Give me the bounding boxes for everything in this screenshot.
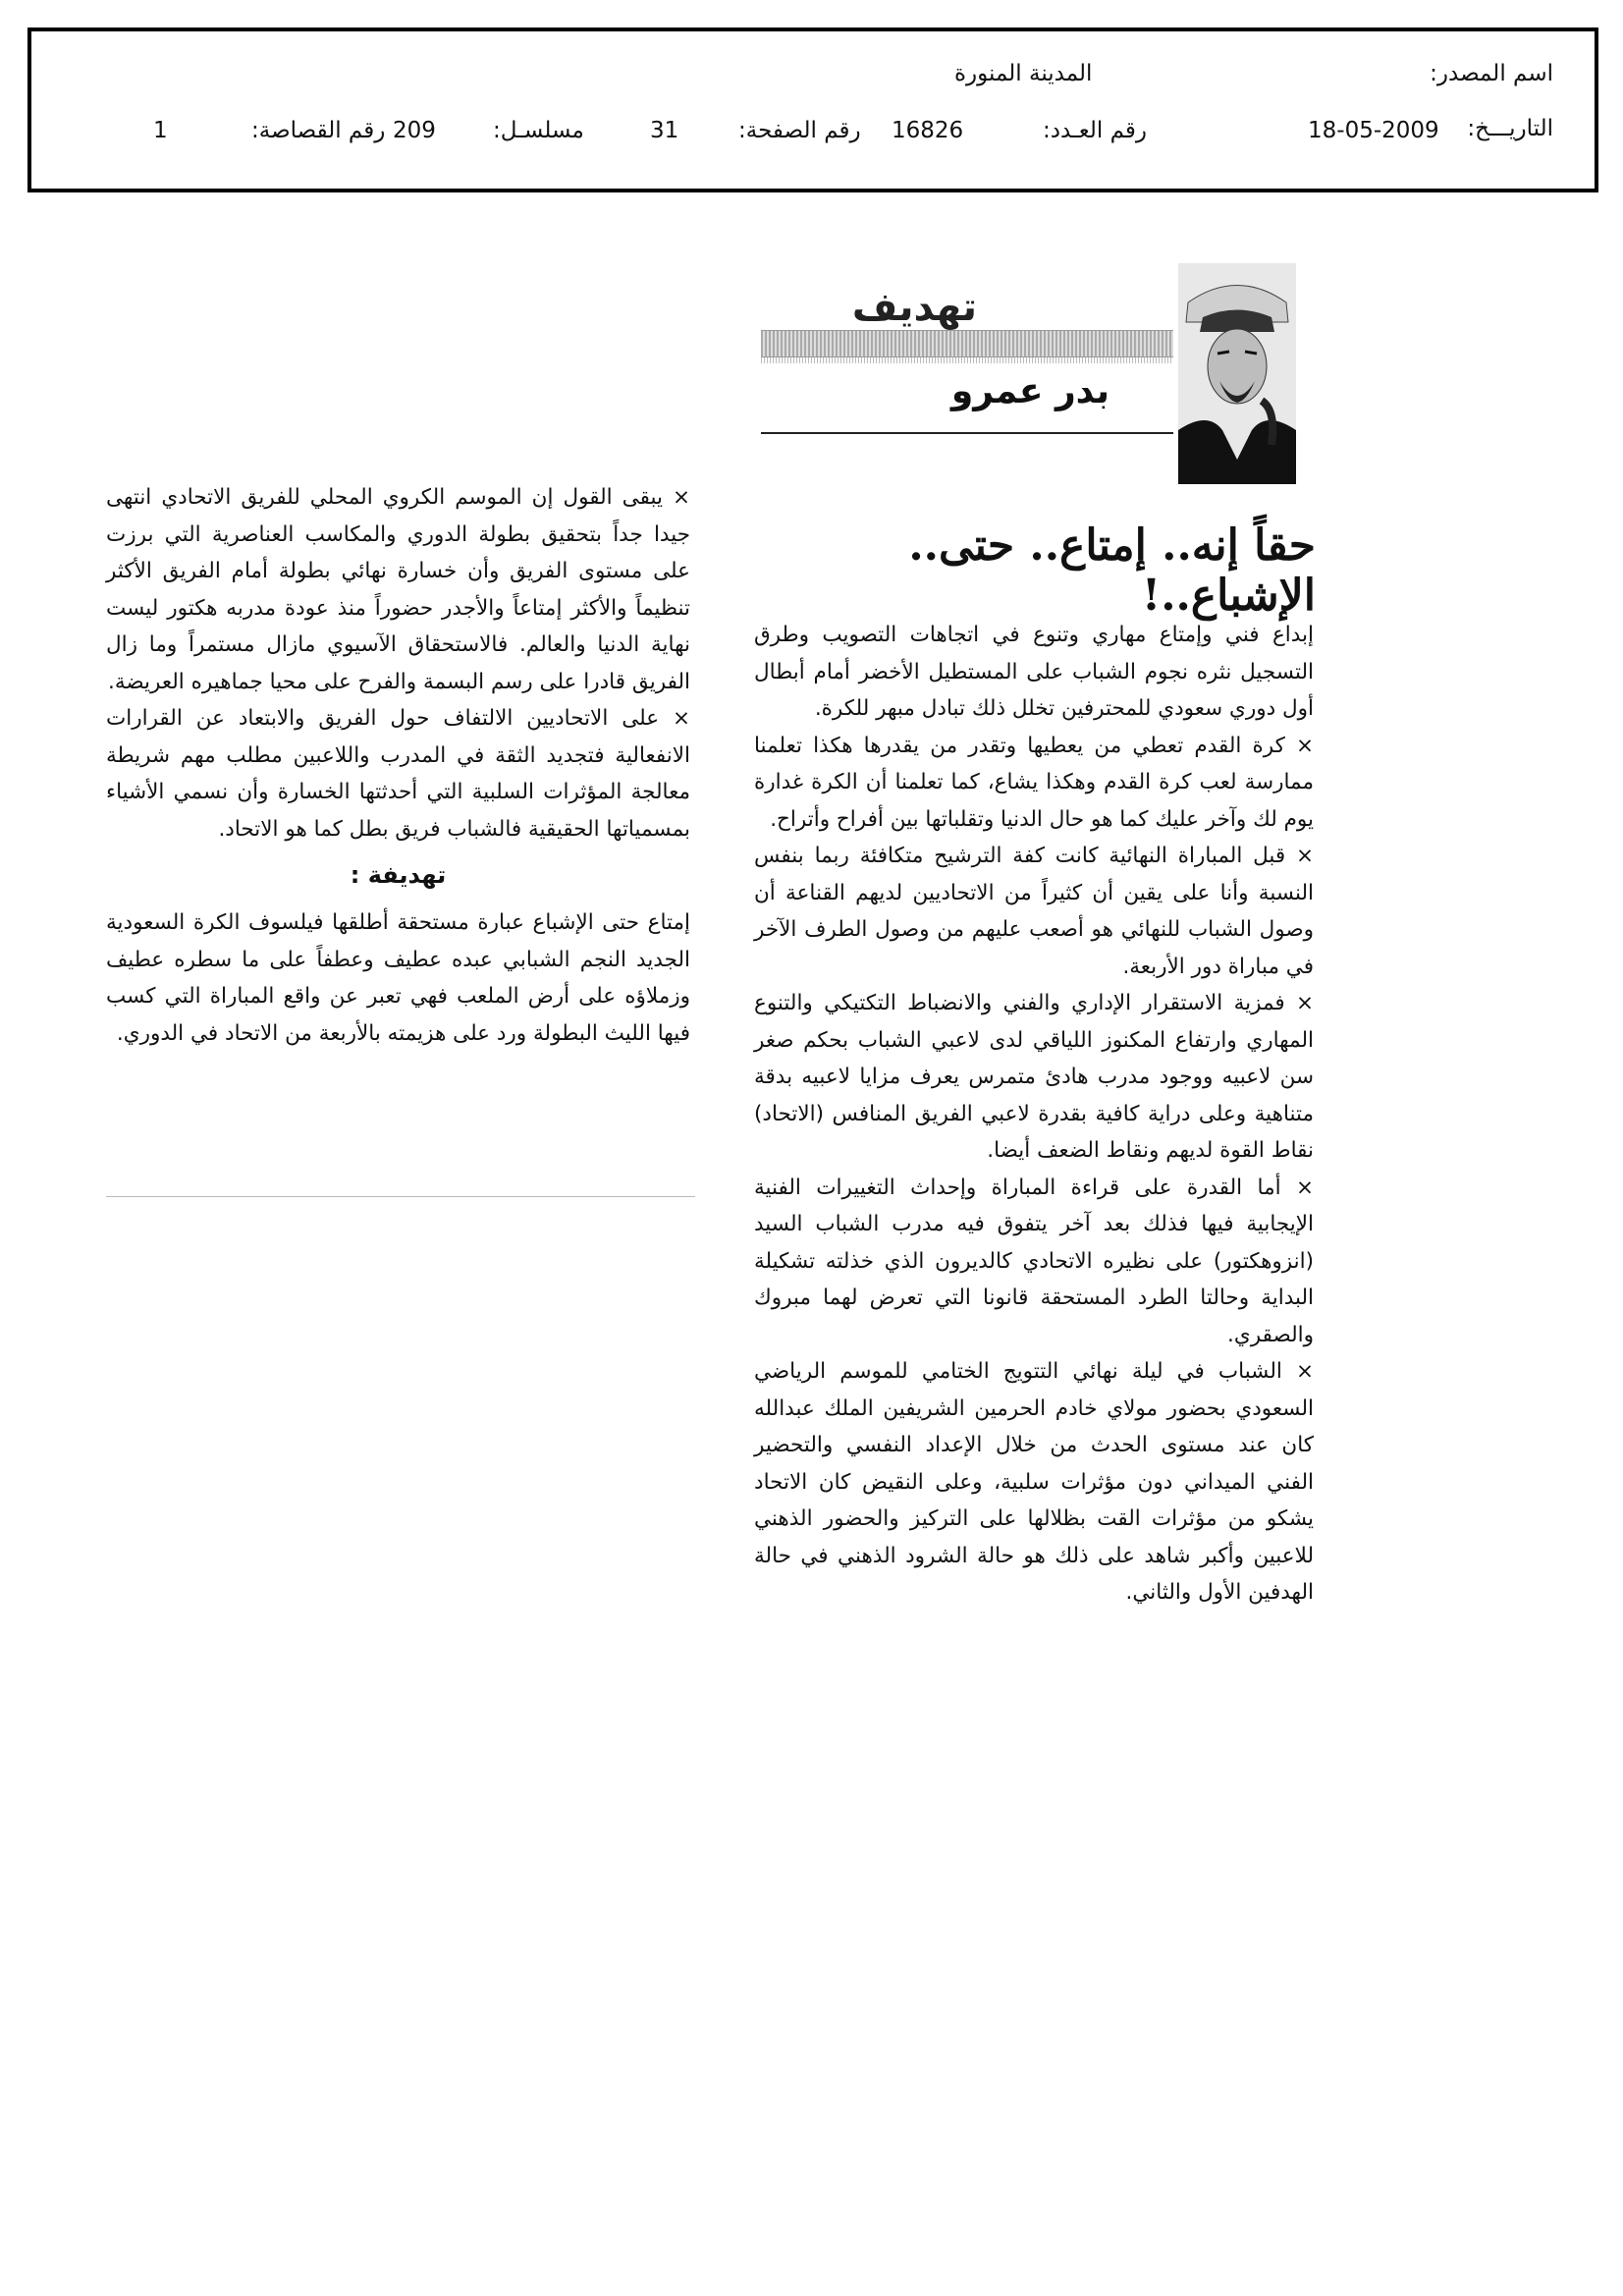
paragraph: × الشباب في ليلة نهائي التتويج الختامي للموسم الرياضي السعودي بحضور مولاي خادم الحرمين الشريفين الملك عبدالله كان عند مستوى الحدث من خلال الإعداد النفسي والتحضير الفني الميداني دون مؤثرات سلبية، وعلى النقيض كان الاتحاد يشكو من مؤثرات القت بظلالها على التركيز والحضور الذهني للاعبين وأكبر شاهد على ذلك هو حالة الشرود الذهني في حالة الهدفين الأول والثاني.	[754, 1359, 1314, 1605]
column-end-rule	[106, 1196, 695, 1197]
clip-value: 1	[153, 118, 168, 143]
serial-label: مسلسـل:	[493, 118, 584, 143]
issue-value: 16826	[892, 118, 964, 143]
article-headline: حقاً إنه.. إمتاع.. حتى.. الإشباع..!	[908, 520, 1316, 621]
masthead-pattern-band	[761, 330, 1173, 357]
paragraph: × كرة القدم تعطي من يعطيها وتقدر من يقدرها هكذا تعلمنا ممارسة لعب كرة القدم وهكذا يشاع، كما تعلمنا أن الكرة غدارة يوم لك وآخر عليك كما هو حال الدنيا وتقلباتها بين أفراح وأتراح.	[754, 733, 1314, 832]
article-right-column	[754, 617, 1314, 1612]
paragraph: × قبل المباراة النهائية كانت كفة الترشيح متكافئة ربما بنفس النسبة وأنا على يقين أن كثيراً من الاتحاديين لديهم القناعة أن وصول الشباب للنهائي هو أصعب عليهم من وصول الطرف الآخر في مباراة دور الأربعة.	[754, 844, 1314, 979]
column-masthead	[761, 263, 1296, 450]
page-label: رقم الصفحة:	[738, 118, 861, 143]
column-name: تهديف	[851, 285, 977, 330]
masthead-pattern-band-thin	[761, 357, 1173, 363]
paragraph: × يبقى القول إن الموسم الكروي المحلي للفريق الاتحادي انتهى جيدا جداً بتحقيق بطولة الدوري والمكاسب العناصرية التي برزت على مستوى الفريق وأن خسارة نهائي بطولة أمام الفريق الأكثر تنظيماً والأكثر إمتاعاً والأجدر حضوراً منذ عودة مدربه هكتور ليست نهاية الدنيا والعالم. فالاستحقاق الآسيوي مازال مستمراً وما زال الفريق قادرا على رسم البسمة والفرح على محيا جماهيره العريضة.	[106, 485, 690, 694]
author-name: بدر عمرو	[950, 371, 1109, 411]
clip-label: رقم القصاصة:	[251, 118, 386, 143]
paragraph: × على الاتحاديين الالتفاف حول الفريق والابتعاد عن القرارات الانفعالية فتجديد الثقة في المدرب واللاعبين مطلب مهم شريطة معالجة المؤثرات السلبية التي أحدثتها الخسارة وأن نسمي الأشياء بمسمياتها الحقيقية فالشباب فريق بطل كما هو الاتحاد.	[106, 706, 690, 842]
article-left-column	[106, 479, 690, 1052]
closing-paragraph: إمتاع حتى الإشباع عبارة مستحقة أطلقها فيلسوف الكرة السعودية الجديد النجم الشبابي عبده عطيف وعطفاً على ما سطره عطيف وزملاؤه على أرض الملعب فهي تعبر عن واقع المباراة التي كسب فيها الليث البطولة ورد على هزيمته بالأربعة من الاتحاد في الدوري.	[106, 910, 690, 1046]
source-value: المدينة المنورة	[954, 61, 1093, 86]
author-portrait	[1178, 263, 1296, 484]
masthead-rule	[761, 432, 1173, 434]
paragraph: × فمزية الاستقرار الإداري والفني والانضباط التكتيكي والتنوع المهاري وارتفاع المكنوز اللياقي لدى لاعبي الشباب بحكم صغر سن لاعبيه ووجود مدرب هادئ متمرس يعرف مزايا لاعبيه بدقة متناهية وعلى دراية كافية بقدرة لاعبي الفريق المنافس (الاتحاد) نقاط القوة لديهم ونقاط الضعف أيضا.	[754, 991, 1314, 1163]
closing-subhead: تهديفة :	[350, 861, 447, 889]
clipping-header	[27, 27, 1598, 192]
issue-label: رقم العـدد:	[1043, 118, 1148, 143]
date-value: 18-05-2009	[1308, 118, 1439, 143]
serial-value: 209	[393, 118, 436, 143]
date-label: التاريـــخ:	[1467, 116, 1553, 141]
paragraph: × أما القدرة على قراءة المباراة وإحداث التغييرات الفنية الإيجابية فيها فذلك بعد آخر يتفوق فيه مدرب الشباب السيد (انزوهكتور) على نظيره الاتحادي كالديرون الذي خذلته تشكيلة البداية وحالتا الطرد المستحقة قانونا التي تعرض لهما مبروك والصقري.	[754, 1175, 1314, 1347]
paragraph: إبداع فني وإمتاع مهاري وتنوع في اتجاهات التصويب وطرق التسجيل نثره نجوم الشباب على المستطيل الأخضر أمام أبطال أول دوري سعودي للمحترفين تخلل ذلك تبادل مبهر للكرة.	[754, 623, 1314, 721]
page-value: 31	[650, 118, 679, 143]
source-label: اسم المصدر:	[1430, 61, 1553, 86]
